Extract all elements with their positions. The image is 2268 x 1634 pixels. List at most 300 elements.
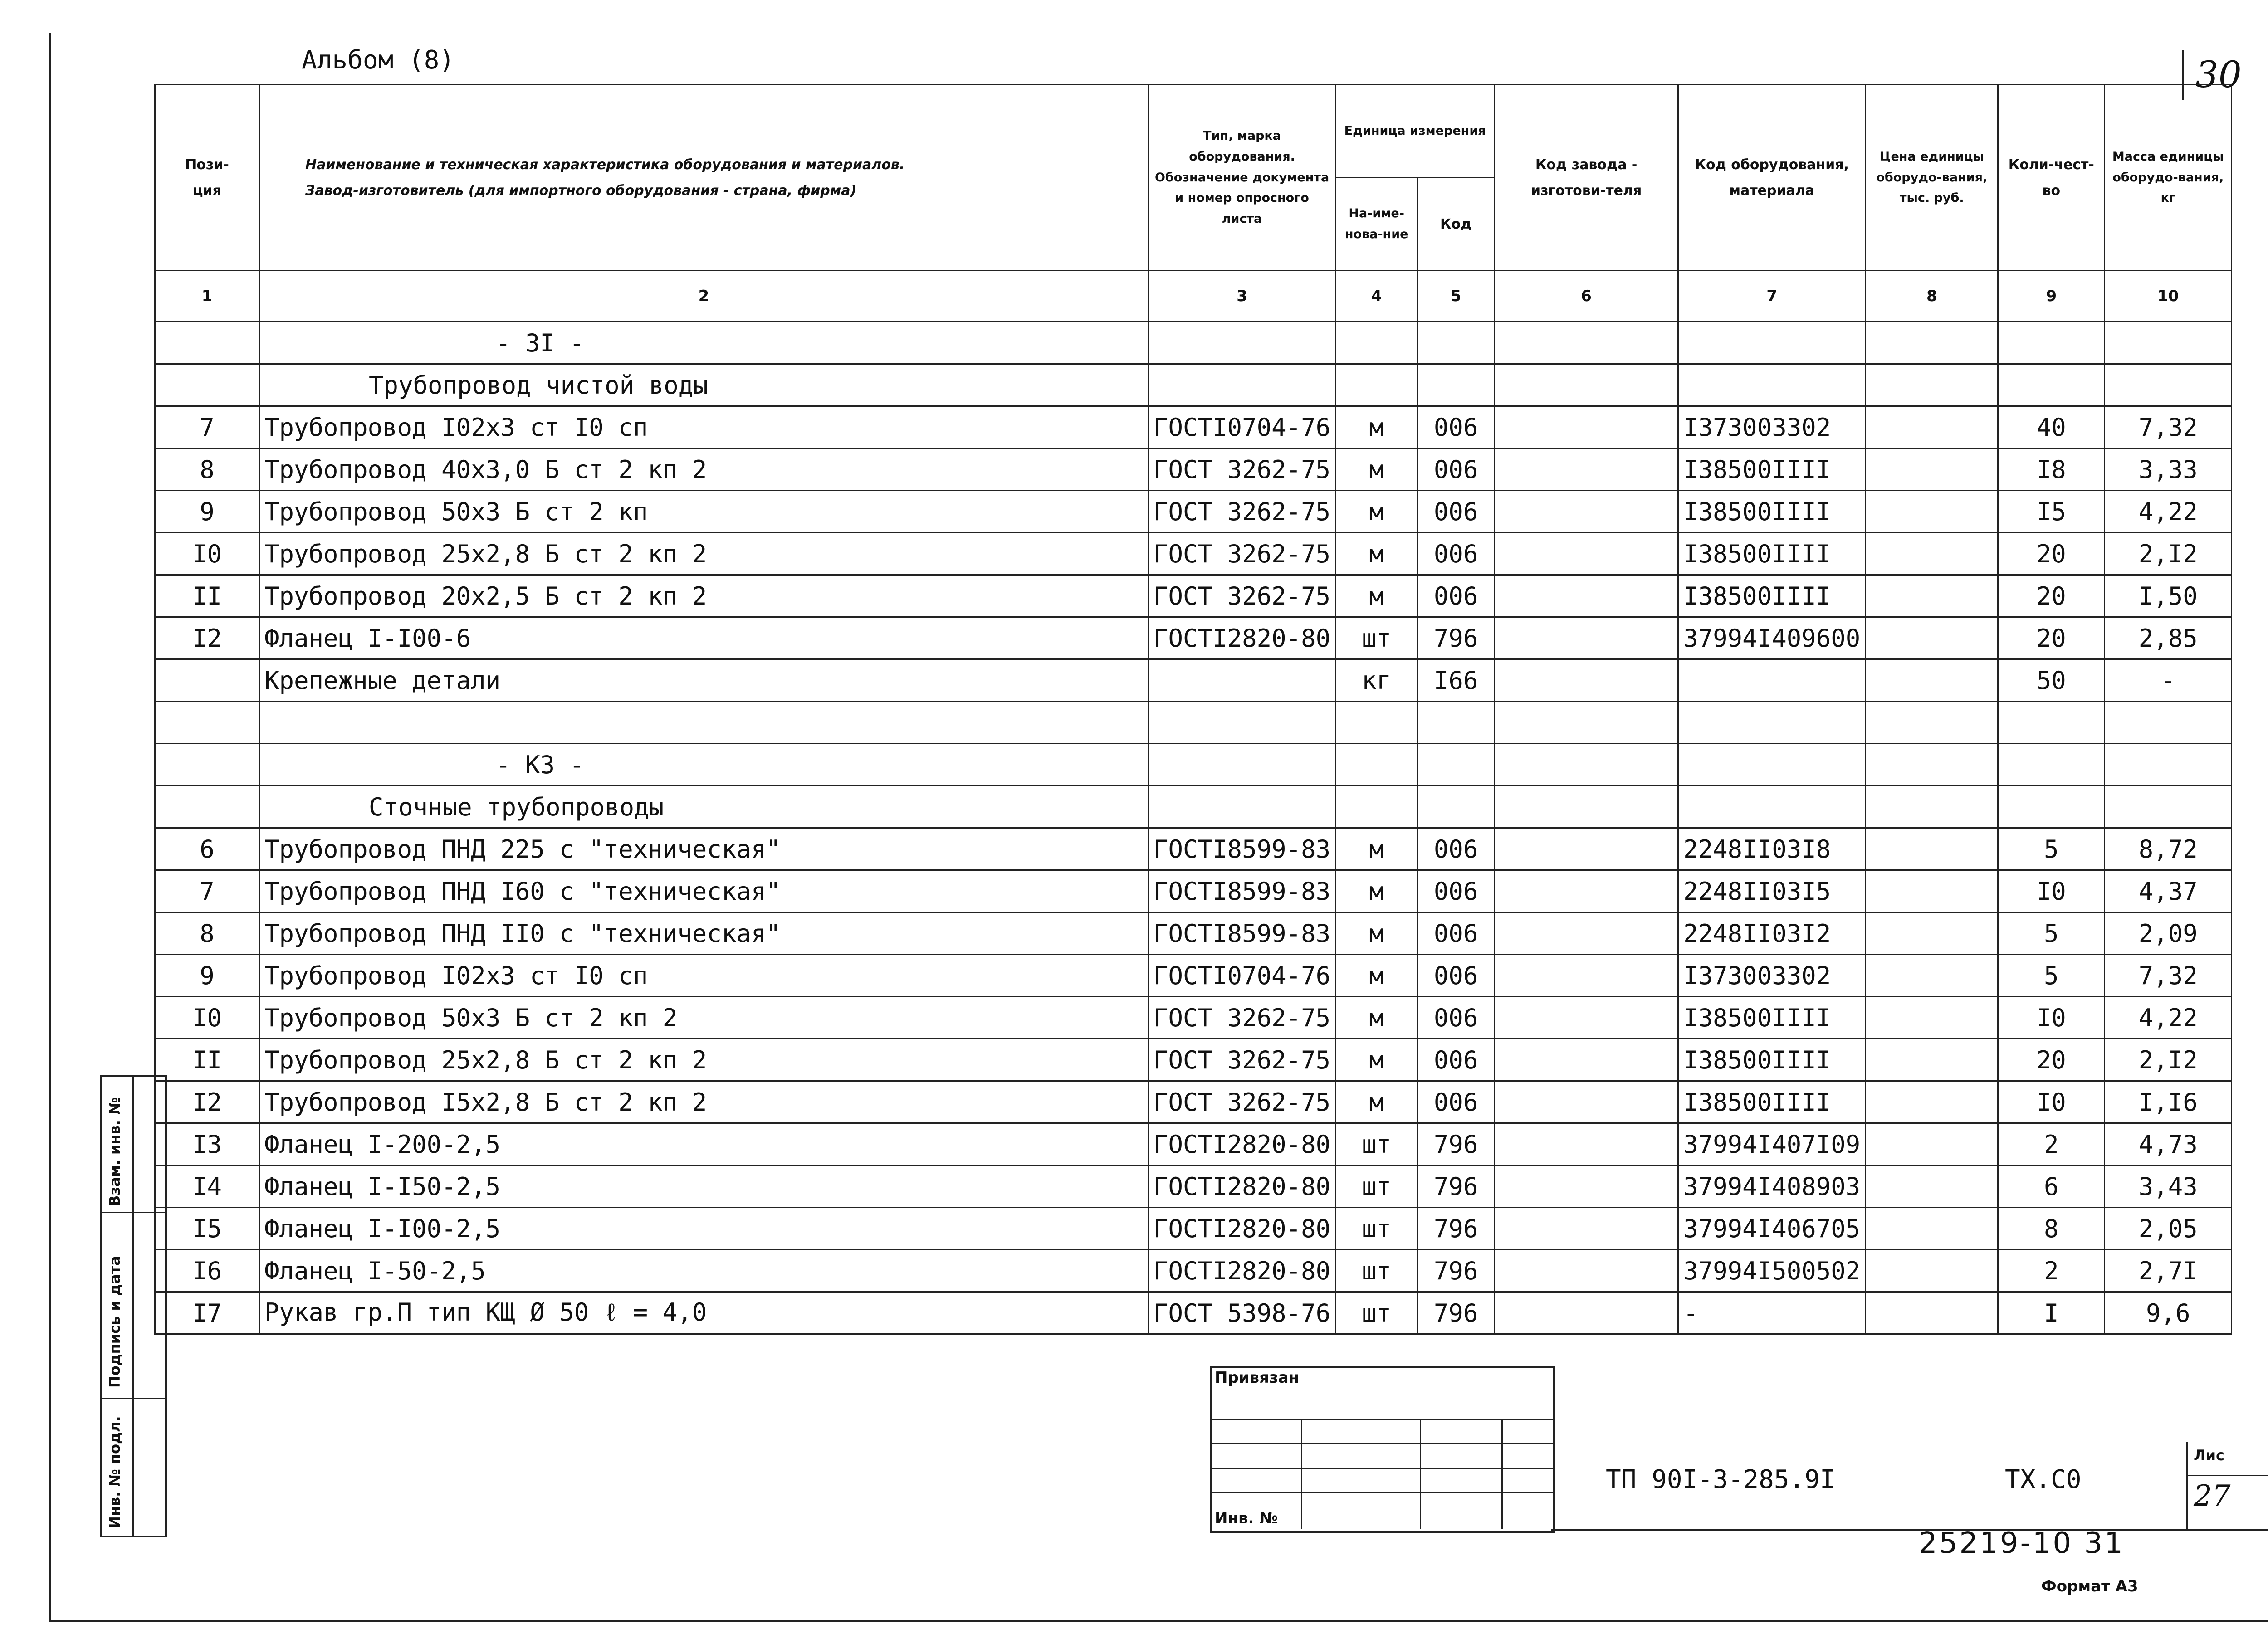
document-cell [1149,786,1336,828]
column-number: 5 [1418,271,1495,322]
document-cell [1149,702,1336,744]
plant-code-cell [1495,1250,1678,1292]
table-row [155,955,2232,997]
unit-name-cell: м [1336,997,1418,1039]
header-unit-name: На-име-нова-ние [1336,178,1418,271]
position-cell [155,322,259,364]
plant-code-cell [1495,744,1678,786]
quantity-cell: 2 [1998,1250,2105,1292]
table-row [155,1292,2232,1334]
equipment-code-cell: I38500IIII [1678,997,1866,1039]
item-name-cell: Трубопровод 20х2,5 Б ст 2 кп 2 [259,575,1149,617]
side-divider [132,1075,134,1536]
plant-code-cell [1495,617,1678,659]
unit-name-cell: м [1336,406,1418,449]
price-cell [1866,870,1998,912]
column-number: 4 [1336,271,1418,322]
table-row [155,997,2232,1039]
table-row [155,406,2232,449]
mass-cell [2105,744,2232,786]
price-cell [1866,659,1998,702]
mass-cell: I,50 [2105,575,2232,617]
plant-code-cell [1495,997,1678,1039]
header-plant-code: Код завода - изготови-теля [1495,85,1678,271]
unit-name-cell: кг [1336,659,1418,702]
price-cell [1866,744,1998,786]
document-cell: ГОСТ 3262-75 [1149,533,1336,575]
plant-code-cell [1495,786,1678,828]
equipment-code-cell [1678,322,1866,364]
plant-code-cell [1495,322,1678,364]
page-number: 30 [2195,54,2242,96]
unit-code-cell: 796 [1418,1250,1495,1292]
column-number: 3 [1149,271,1336,322]
side-label-original-inv: Инв. № подл. [106,1416,123,1528]
mass-cell: I,I6 [2105,1081,2232,1123]
mass-cell: 2,I2 [2105,1039,2232,1081]
unit-name-cell: м [1336,1039,1418,1081]
table-row [155,1208,2232,1250]
unit-name-cell: шт [1336,617,1418,659]
table-row [155,1039,2232,1081]
quantity-cell: 8 [1998,1208,2105,1250]
document-subcode: ТХ.С0 [2005,1465,2082,1494]
plant-code-cell [1495,828,1678,870]
plant-code-cell [1495,870,1678,912]
price-cell [1866,828,1998,870]
equipment-code-cell: 2248II03I8 [1678,828,1866,870]
item-name-cell: Трубопровод 25х2,8 Б ст 2 кп 2 [259,1039,1149,1081]
position-cell: I2 [155,617,259,659]
equipment-code-cell: 2248II03I2 [1678,912,1866,955]
unit-code-cell: 006 [1418,575,1495,617]
equipment-code-cell: I38500IIII [1678,491,1866,533]
sheet-line [2186,1475,2268,1476]
quantity-cell: 5 [1998,828,2105,870]
item-name-cell: Трубопровод ПНД II0 с "техническая" [259,912,1149,955]
unit-code-cell: 006 [1418,1039,1495,1081]
item-name-cell: Трубопровод 25х2,8 Б ст 2 кп 2 [259,533,1149,575]
quantity-cell: I0 [1998,997,2105,1039]
table-row [155,912,2232,955]
item-name-cell: Фланец I-50-2,5 [259,1250,1149,1292]
unit-code-cell [1418,322,1495,364]
header-price: Цена единицы оборудо-вания, тыс. руб. [1866,85,1998,271]
header-unit: Единица измерения [1336,85,1495,178]
equipment-code-cell [1678,659,1866,702]
item-name-cell: Трубопровод ПНД 225 с "техническая" [259,828,1149,870]
plant-code-cell [1495,1166,1678,1208]
unit-name-cell: шт [1336,1292,1418,1334]
table-row [155,449,2232,491]
table-row [155,1123,2232,1166]
unit-code-cell: 006 [1418,955,1495,997]
position-cell: I4 [155,1166,259,1208]
equipment-code-cell: 37994I408903 [1678,1166,1866,1208]
position-cell: 7 [155,870,259,912]
item-name-cell: Трубопровод 40х3,0 Б ст 2 кп 2 [259,449,1149,491]
equipment-code-cell: 2248II03I5 [1678,870,1866,912]
equipment-code-cell [1678,744,1866,786]
unit-name-cell [1336,702,1418,744]
plant-code-cell [1495,364,1678,406]
specification-table [154,84,2232,1335]
mass-cell: 3,43 [2105,1166,2232,1208]
quantity-cell [1998,364,2105,406]
table-row [155,322,2232,364]
title-block-line [1551,1529,2268,1531]
price-cell [1866,1250,1998,1292]
price-cell [1866,997,1998,1039]
document-cell [1149,322,1336,364]
unit-name-cell: м [1336,912,1418,955]
price-cell [1866,1166,1998,1208]
mass-cell: 2,09 [2105,912,2232,955]
position-cell: 7 [155,406,259,449]
mass-cell: - [2105,659,2232,702]
quantity-cell [1998,702,2105,744]
document-cell: ГОСТ 3262-75 [1149,449,1336,491]
unit-code-cell: 796 [1418,617,1495,659]
unit-name-cell: м [1336,870,1418,912]
position-cell: 8 [155,912,259,955]
document-cell: ГОСТI8599-83 [1149,870,1336,912]
column-number-row [155,271,2232,322]
mass-cell: 3,33 [2105,449,2232,491]
stamp-divider [1420,1419,1421,1529]
equipment-code-cell: I38500IIII [1678,449,1866,491]
position-cell: 8 [155,449,259,491]
document-cell: ГОСТ 5398-76 [1149,1292,1336,1334]
item-name-cell: Рукав гр.П тип КЩ Ø 50 ℓ = 4,0 [259,1292,1149,1334]
section-heading: - К3 - [259,744,1149,786]
document-cell: ГОСТI8599-83 [1149,828,1336,870]
mass-cell [2105,322,2232,364]
plant-code-cell [1495,491,1678,533]
position-cell: I3 [155,1123,259,1166]
quantity-cell: I8 [1998,449,2105,491]
position-cell: II [155,575,259,617]
equipment-code-cell: 37994I407I09 [1678,1123,1866,1166]
document-cell: ГОСТI2820-80 [1149,1208,1336,1250]
position-cell [155,744,259,786]
mass-cell: 2,I2 [2105,533,2232,575]
mass-cell: 8,72 [2105,828,2232,870]
stamp-divider [1501,1419,1503,1529]
mass-cell: 2,05 [2105,1208,2232,1250]
plant-code-cell [1495,1081,1678,1123]
table-row [155,786,2232,828]
plant-code-cell [1495,1039,1678,1081]
side-label-replaced-inv: Взам. инв. № [106,1097,123,1206]
stamp-title: Привязан [1215,1369,1300,1387]
quantity-cell [1998,744,2105,786]
unit-code-cell: 006 [1418,491,1495,533]
unit-name-cell: шт [1336,1123,1418,1166]
quantity-cell: 20 [1998,575,2105,617]
document-cell: ГОСТ 3262-75 [1149,997,1336,1039]
equipment-code-cell: - [1678,1292,1866,1334]
column-number: 8 [1866,271,1998,322]
equipment-code-cell: 37994I406705 [1678,1208,1866,1250]
mass-cell: 4,37 [2105,870,2232,912]
equipment-code-cell: I373003302 [1678,955,1866,997]
price-cell [1866,617,1998,659]
price-cell [1866,1292,1998,1334]
equipment-code-cell [1678,786,1866,828]
unit-code-cell: 006 [1418,406,1495,449]
item-name-cell: Фланец I-200-2,5 [259,1123,1149,1166]
binding-stamp [1210,1366,1555,1533]
equipment-code-cell: I38500IIII [1678,533,1866,575]
unit-name-cell: м [1336,1081,1418,1123]
format-label: Формат А3 [2041,1577,2138,1595]
sheet-divider [2186,1442,2188,1529]
document-cell: ГОСТI2820-80 [1149,1123,1336,1166]
unit-name-cell [1336,364,1418,406]
unit-code-cell: 006 [1418,870,1495,912]
document-cell: ГОСТI8599-83 [1149,912,1336,955]
unit-name-cell: м [1336,449,1418,491]
unit-name-cell: шт [1336,1250,1418,1292]
price-cell [1866,575,1998,617]
plant-code-cell [1495,449,1678,491]
quantity-cell: 5 [1998,912,2105,955]
mass-cell [2105,702,2232,744]
position-cell: I0 [155,533,259,575]
equipment-code-cell [1678,364,1866,406]
document-cell [1149,744,1336,786]
unit-code-cell [1418,744,1495,786]
equipment-code-cell [1678,702,1866,744]
item-name-cell: Трубопровод 50х3 Б ст 2 кп 2 [259,997,1149,1039]
table-row [155,870,2232,912]
quantity-cell [1998,322,2105,364]
position-cell: I6 [155,1250,259,1292]
unit-code-cell: 006 [1418,912,1495,955]
document-cell [1149,659,1336,702]
price-cell [1866,491,1998,533]
stamp-inventory-label: Инв. № [1215,1509,1278,1527]
price-cell [1866,533,1998,575]
position-cell [155,702,259,744]
table-row [155,1081,2232,1123]
plant-code-cell [1495,912,1678,955]
subsection-heading: Трубопровод чистой воды [259,364,1149,406]
album-label: Альбом (8) [302,45,455,75]
table-row [155,744,2232,786]
position-cell: I2 [155,1081,259,1123]
unit-code-cell: 006 [1418,449,1495,491]
price-cell [1866,1208,1998,1250]
column-number: 9 [1998,271,2105,322]
subsection-heading: Сточные трубопроводы [259,786,1149,828]
table-row [155,1250,2232,1292]
quantity-cell: I0 [1998,870,2105,912]
document-cell: ГОСТ 3262-75 [1149,1039,1336,1081]
table-row [155,617,2232,659]
header-unit-code: Код [1418,178,1495,271]
price-cell [1866,322,1998,364]
document-cell: ГОСТI0704-76 [1149,406,1336,449]
unit-name-cell: м [1336,955,1418,997]
header-type-doc: Тип, марка оборудования. Обозначение документа и номер опросного листа [1149,85,1336,271]
table-row [155,575,2232,617]
header-name: Наименование и техническая характеристика оборудования и материалов. Завод-изготовитель (для импортного оборудования - страна, фирма) [259,85,1149,271]
unit-code-cell [1418,786,1495,828]
unit-code-cell: 796 [1418,1292,1495,1334]
position-cell [155,659,259,702]
document-cell: ГОСТI2820-80 [1149,617,1336,659]
unit-code-cell: 796 [1418,1208,1495,1250]
item-name-cell: Трубопровод I02х3 ст I0 сп [259,955,1149,997]
item-name-cell: Фланец I-I50-2,5 [259,1166,1149,1208]
plant-code-cell [1495,1208,1678,1250]
equipment-code-cell: 37994I409600 [1678,617,1866,659]
position-cell [155,364,259,406]
section-heading: - 3I - [259,322,1149,364]
plant-code-cell [1495,659,1678,702]
position-cell: 9 [155,955,259,997]
table-row [155,533,2232,575]
plant-code-cell [1495,1292,1678,1334]
quantity-cell: 20 [1998,1039,2105,1081]
quantity-cell: 40 [1998,406,2105,449]
price-cell [1866,912,1998,955]
price-cell [1866,955,1998,997]
mass-cell: 7,32 [2105,955,2232,997]
price-cell [1866,702,1998,744]
document-cell: ГОСТI0704-76 [1149,955,1336,997]
quantity-cell: 5 [1998,955,2105,997]
equipment-code-cell: I38500IIII [1678,1039,1866,1081]
price-cell [1866,786,1998,828]
position-cell: 6 [155,828,259,870]
plant-code-cell [1495,406,1678,449]
column-number: 2 [259,271,1149,322]
plant-code-cell [1495,1123,1678,1166]
mass-cell: 2,7I [2105,1250,2232,1292]
unit-name-cell [1336,786,1418,828]
unit-name-cell [1336,744,1418,786]
table-row [155,364,2232,406]
document-cell: ГОСТ 3262-75 [1149,491,1336,533]
equipment-code-cell: I373003302 [1678,406,1866,449]
price-cell [1866,1081,1998,1123]
position-cell [155,786,259,828]
mass-cell: 9,6 [2105,1292,2232,1334]
mass-cell [2105,786,2232,828]
price-cell [1866,364,1998,406]
equipment-code-cell: I38500IIII [1678,1081,1866,1123]
header-mass: Масса единицы оборудо-вания, кг [2105,85,2232,271]
unit-code-cell: I66 [1418,659,1495,702]
mass-cell: 4,22 [2105,997,2232,1039]
header-position: Пози- ция [155,85,259,271]
document-code: ТП 90I-3-285.9I [1606,1465,1835,1494]
column-number: 1 [155,271,259,322]
registration-number: 25219-10 31 [1919,1527,2125,1560]
quantity-cell: 6 [1998,1166,2105,1208]
unit-name-cell: м [1336,491,1418,533]
item-name-cell: Фланец I-I00-6 [259,617,1149,659]
unit-code-cell: 006 [1418,533,1495,575]
mass-cell: 4,22 [2105,491,2232,533]
position-cell: I5 [155,1208,259,1250]
table-row [155,702,2232,744]
header-equipment-code: Код оборудования, материала [1678,85,1866,271]
price-cell [1866,1123,1998,1166]
document-cell: ГОСТ 3262-75 [1149,1081,1336,1123]
unit-name-cell: м [1336,828,1418,870]
sheet-number: 27 [2194,1479,2231,1513]
price-cell [1866,449,1998,491]
item-name-cell: Трубопровод I5х2,8 Б ст 2 кп 2 [259,1081,1149,1123]
mass-cell [2105,364,2232,406]
unit-code-cell: 006 [1418,828,1495,870]
column-number: 10 [2105,271,2232,322]
price-cell [1866,406,1998,449]
equipment-code-cell: 37994I500502 [1678,1250,1866,1292]
unit-code-cell: 006 [1418,1081,1495,1123]
document-cell: ГОСТI2820-80 [1149,1166,1336,1208]
table-row [155,659,2232,702]
unit-name-cell: шт [1336,1166,1418,1208]
side-label-signature-date: Подпись и дата [106,1256,123,1388]
position-cell: I0 [155,997,259,1039]
unit-name-cell [1336,322,1418,364]
item-name-cell [259,702,1149,744]
unit-code-cell: 796 [1418,1166,1495,1208]
sheet-label: Лис [2194,1447,2224,1464]
item-name-cell: Трубопровод I02х3 ст I0 сп [259,406,1149,449]
quantity-cell [1998,786,2105,828]
mass-cell: 4,73 [2105,1123,2232,1166]
table-row [155,1166,2232,1208]
quantity-cell: 2 [1998,1123,2105,1166]
item-name-cell: Крепежные детали [259,659,1149,702]
unit-name-cell: м [1336,533,1418,575]
quantity-cell: 50 [1998,659,2105,702]
equipment-code-cell: I38500IIII [1678,575,1866,617]
plant-code-cell [1495,533,1678,575]
plant-code-cell [1495,575,1678,617]
quantity-cell: I [1998,1292,2105,1334]
quantity-cell: 20 [1998,617,2105,659]
position-cell: 9 [155,491,259,533]
document-cell: ГОСТI2820-80 [1149,1250,1336,1292]
item-name-cell: Трубопровод ПНД I60 с "техническая" [259,870,1149,912]
position-cell: II [155,1039,259,1081]
position-cell: I7 [155,1292,259,1334]
mass-cell: 2,85 [2105,617,2232,659]
plant-code-cell [1495,702,1678,744]
unit-code-cell [1418,364,1495,406]
unit-name-cell: шт [1336,1208,1418,1250]
quantity-cell: I0 [1998,1081,2105,1123]
price-cell [1866,1039,1998,1081]
item-name-cell: Трубопровод 50х3 Б ст 2 кп [259,491,1149,533]
table-row [155,828,2232,870]
header-quantity: Коли-чест-во [1998,85,2105,271]
plant-code-cell [1495,955,1678,997]
item-name-cell: Фланец I-I00-2,5 [259,1208,1149,1250]
unit-code-cell: 796 [1418,1123,1495,1166]
document-cell [1149,364,1336,406]
column-number: 7 [1678,271,1866,322]
unit-name-cell: м [1336,575,1418,617]
quantity-cell: 20 [1998,533,2105,575]
